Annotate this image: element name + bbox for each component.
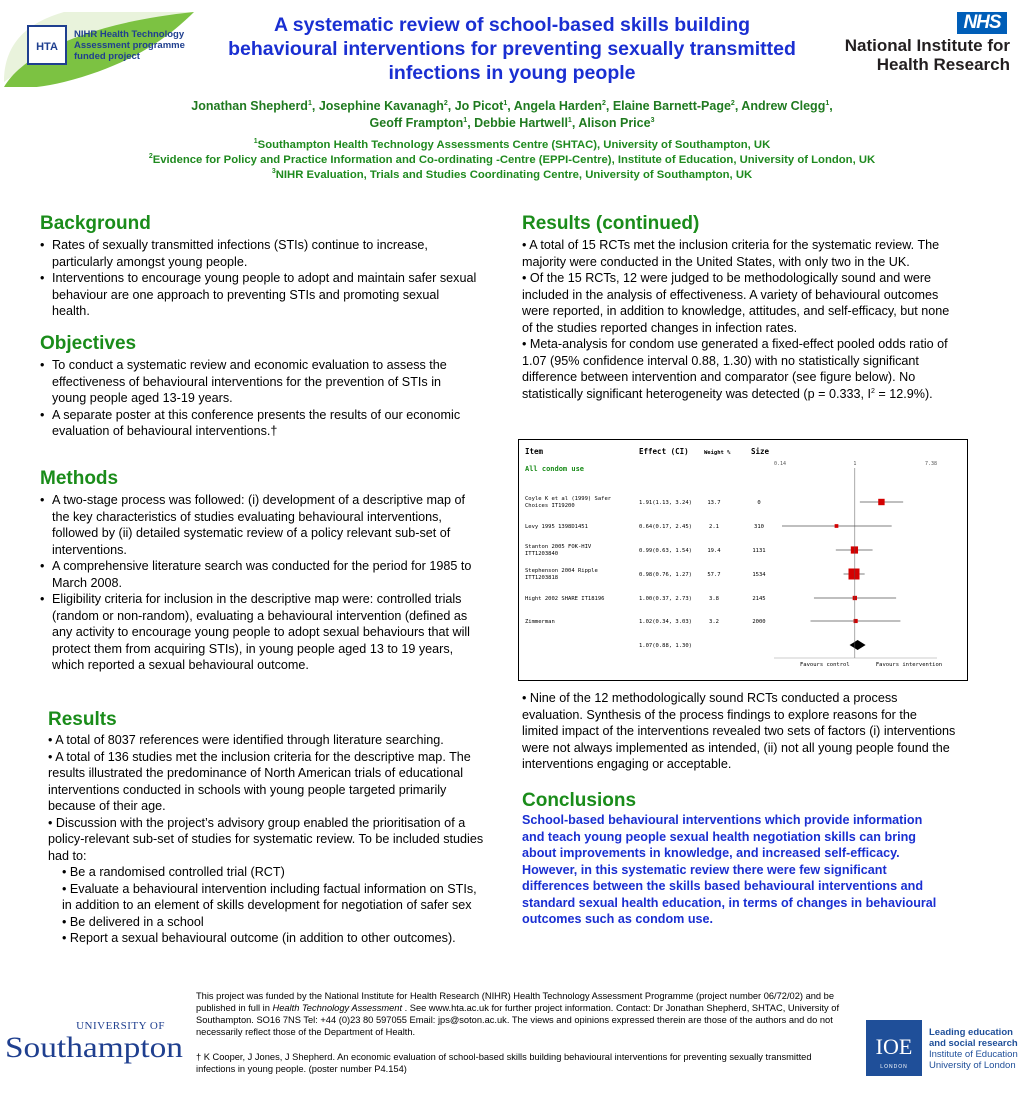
poster-title <box>200 13 824 85</box>
fp-study-effect: 1.00(0.37, 2.73) <box>639 596 692 602</box>
fp-study-effect: 0.64(0.17, 2.45) <box>639 524 692 530</box>
results-paragraph: • Discussion with the project’s advisory group enabled the prioritisation of a policy-relevant sub-set of studies for systematic review. To be included studies had to: <box>48 815 484 863</box>
meta-analysis-text-end: = 12.9%). <box>874 386 933 401</box>
author-name: Josephine Kavanagh <box>318 99 444 113</box>
author-name: Geoff Frampton <box>369 116 464 130</box>
fp-study-label: ITT1203818 <box>525 575 559 581</box>
author-affiliation-sup: 1 <box>307 99 312 107</box>
methods-body <box>40 492 480 674</box>
bullet-text: Eligibility criteria for inclusion in the descriptive map were: controlled trials (random or non-random), evaluating a behavioural intervention (defined as any activity to encourage young people to adopt sexual behaviours that will protect them from acquiring STIs), in young people aged 13 to 19 years, which reported a sexual behavioural outcome. <box>52 592 470 672</box>
author-affiliation-sup: 1 <box>825 99 830 107</box>
nhs-logo: NHS <box>957 12 1007 34</box>
author-affiliation-sup: 1 <box>567 116 572 124</box>
i-squared-sup: 2 <box>870 387 875 395</box>
fp-header-effect: Effect (CI) <box>639 447 689 456</box>
fp-study-weight: 3.2 <box>709 619 719 625</box>
funding-text: This project was funded by the National Institute for Health Research (NIHR) Health Technology Assessment Programme (project number 06/72/02) and be published in full in <box>196 991 835 1013</box>
bullet-item: • A separate poster at this conference presents the results of our economic evaluation of behavioural interventions.† <box>40 407 461 438</box>
results-paragraph <box>522 336 956 402</box>
criteria-item: • Report a sexual behavioural outcome (in addition to other outcomes). <box>62 931 456 945</box>
author-affiliation-sup: 1 <box>463 116 468 124</box>
southampton-logo <box>5 1015 185 1065</box>
fp-pooled-effect: 1.07(0.88, 1.30) <box>639 643 692 649</box>
author-name: Angela Harden <box>513 99 602 113</box>
title-line: behavioural interventions for preventing sexually transmitted <box>228 38 796 60</box>
author-affiliation-sup: 2 <box>730 99 735 107</box>
ioe-sub: LONDON <box>880 1064 908 1070</box>
fp-header-item: Item <box>525 447 544 456</box>
methods-heading: Methods <box>40 468 119 489</box>
bullet-item: • To conduct a systematic review and economic evaluation to assess the effectiveness of behavioural interventions for the prevention of STIs in young people aged 13-19 years. <box>40 358 447 405</box>
fp-study-label: Stanton 2005 FOK-HIV <box>525 544 592 550</box>
author-list <box>130 98 894 132</box>
affiliation-sup: 3 <box>271 168 276 176</box>
ioe-logo <box>866 1020 922 1076</box>
ioe-line: Leading education <box>929 1027 1013 1038</box>
hta-badge-line: Assessment programme <box>74 40 185 51</box>
fp-tick-label: 0.14 <box>774 461 787 467</box>
bullet-text: A two-stage process was followed: (i) development of a descriptive map of the key characteristics of studies evaluating behavioural interventions, followed by (ii) detailed systematic review of a policy relevant sub-set of interventions. <box>52 493 465 557</box>
hta-badge-line: funded project <box>74 51 140 62</box>
nihr-name-line: National Institute for <box>844 36 1010 55</box>
fp-study-weight: 3.8 <box>709 596 719 602</box>
ioe-line: and social research <box>929 1038 1018 1049</box>
funding-text-end: . See www.hta.ac.uk for further project information. Contact: Dr Jonathan Shepherd, SHTAC, University of Southampton. SO16 7NS Tel: +44 (0)23 80 597055 Email: jps@soton.ac.uk. The views and opinions expressed therein are those of the authors and do not necessarily reflect those of the Department of Health. <box>196 1003 840 1037</box>
hta-acronym: HTA <box>36 41 58 53</box>
bullet-item: • Interventions to encourage young people to adopt and maintain safer sexual behaviour are one approach to preventing STIs and promoting sexual health. <box>40 271 477 318</box>
results-heading: Results <box>48 709 117 730</box>
affiliation-sup: 1 <box>253 138 258 146</box>
bullet-item: • A comprehensive literature search was conducted for the period for 1985 to March 2008. <box>40 559 472 590</box>
background-body <box>40 237 478 320</box>
fp-study-label: Zimmerman <box>525 619 555 625</box>
funding-statement <box>196 990 846 1038</box>
affiliation-text: Southampton Health Technology Assessments Centre (SHTAC), University of Southampton, UK <box>257 139 771 151</box>
fp-study-effect: 1.91(1.13, 3.24) <box>639 500 692 506</box>
fp-study-weight: 2.1 <box>709 524 719 530</box>
fp-favours-control: Favours control <box>799 662 850 668</box>
author-affiliation-sup: 2 <box>601 99 606 107</box>
southampton-logo-svg <box>5 1015 185 1065</box>
bullet-text: Interventions to encourage young people to adopt and maintain safer sexual behaviour are one approach to preventing STIs and promoting sexual health. <box>52 271 477 318</box>
title-line: infections in young people <box>388 62 636 84</box>
fp-study-label: Levy 1995 1398D1451 <box>525 524 588 530</box>
ioe-logo-svg <box>866 1020 922 1076</box>
author-affiliation-sup: 2 <box>443 99 448 107</box>
affiliation-line <box>80 168 944 183</box>
author-affiliation-sup: 1 <box>503 99 508 107</box>
bullet-item: • Eligibility criteria for inclusion in the descriptive map were: controlled trials (random or non-random), evaluating a behavioural intervention (defined as any activity to encourage young people to adopt sexual behaviours that will protect them from acquiring STIs), in young people aged 13 to 19 years, which reported a sexual behavioural outcome. <box>40 592 470 672</box>
bullet-text: To conduct a systematic review and economic evaluation to assess the effectiveness of behavioural interventions for the prevention of STIs in young people aged 13-19 years. <box>52 358 447 405</box>
bullet-item: • A two-stage process was followed: (i) development of a descriptive map of the key characteristics of studies evaluating behavioural interventions, followed by (ii) detailed systematic review of a policy relevant sub-set of interventions. <box>40 493 465 557</box>
fp-study-label: Choices IT19200 <box>525 503 575 509</box>
results-paragraph: • A total of 15 RCTs met the inclusion criteria for the systematic review. The majority were conducted in the United States, with only two in the UK. <box>522 238 940 269</box>
ioe-line: University of London <box>929 1060 1016 1071</box>
fp-study-effect: 0.99(0.63, 1.54) <box>639 548 692 554</box>
fp-study-effect: 0.98(0.76, 1.27) <box>639 572 692 578</box>
author-line: Jonathan Shepherd$^1$, Josephine Kavanagh$^2$, Jo Picot$^1$, Angela Harden$^2$, Elaine Barnett-Page$^2$, Andrew Clegg$^1$, <box>191 99 833 113</box>
ioe-mark: IOE <box>875 1034 913 1059</box>
criteria-item: • Be a randomised controlled trial (RCT) <box>62 865 285 879</box>
fp-point-estimate <box>848 569 859 580</box>
bullet-text: Rates of sexually transmitted infections (STIs) continue to increase, particularly amongst young people. <box>52 238 428 269</box>
fp-header-weight: Weight % <box>704 450 731 456</box>
conclusions-heading: Conclusions <box>522 790 637 811</box>
results-paragraph: • Of the 15 RCTs, 12 were judged to be methodologically sound and were included in the analysis of effectiveness. A variety of behavioural outcomes were reported, in addition to knowledge, attitudes, and self-efficacy, but none of the studies reported changes in infection rates. <box>522 271 950 335</box>
author-name: Alison Price <box>578 116 651 130</box>
fp-tick-label: 1 <box>853 461 857 467</box>
ioe-line: Institute of Education <box>929 1049 1018 1060</box>
results-paragraph: • A total of 8037 references were identified through literature searching. <box>48 733 444 747</box>
author-name: Andrew Clegg <box>741 99 826 113</box>
nihr-name <box>830 36 1010 74</box>
fp-tick-label: 7.38 <box>924 461 937 467</box>
bullet-text: A comprehensive literature search was conducted for the period for 1985 to March 2008. <box>52 559 472 590</box>
fp-pooled-diamond <box>850 640 866 650</box>
fp-study-label: Hight 2002 SHARE IT18196 <box>525 596 605 602</box>
fp-study-effect: 1.02(0.34, 3.03) <box>639 619 692 625</box>
meta-analysis-text: • Meta-analysis for condom use generated a fixed-effect pooled odds ratio of 1.07 (95% confidence interval 0.88, 1.30) with no statistically significant difference between intervention and comparator (see figure below). No statistically significant heterogeneity was detected (p = 0.333, I <box>522 337 948 401</box>
fp-study-label: Coyle K et al (1999) Safer <box>525 496 612 502</box>
author-affiliation-sup: 3 <box>650 116 655 124</box>
author-line: Geoff Frampton$^1$, Debbie Hartwell$^1$, Alison Price$^3$ <box>369 116 655 130</box>
journal-name: Health Technology Assessment <box>272 1003 403 1013</box>
affiliation-text: NIHR Evaluation, Trials and Studies Coordinating Centre, University of Southampton, UK <box>275 169 753 181</box>
affiliations <box>80 138 944 183</box>
results-continued-heading: Results (continued) <box>522 213 700 234</box>
forest-plot <box>518 439 968 681</box>
fp-study-weight: 13.7 <box>707 500 721 506</box>
hta-badge-line: NIHR Health Technology <box>74 29 185 40</box>
objectives-heading: Objectives <box>40 333 137 354</box>
fp-point-estimate <box>851 546 858 553</box>
forest-plot-svg <box>519 440 967 680</box>
conclusions-body: School-based behavioural interventions which provide information and teach young people sexual health negotiation skills can bring about improvements in knowledge, and increased self-efficacy. However, in this systematic review there were few significant differences between the skills based behavioural interventions and standard sexual health education, in terms of changes in behavioural outcomes such as condom use. <box>522 813 937 926</box>
affiliation-sup: 2 <box>148 153 153 161</box>
results-body <box>48 732 484 947</box>
fp-study-weight: 19.4 <box>707 548 721 554</box>
bullet-text: A separate poster at this conference presents the results of our economic evaluation of behavioural interventions.† <box>52 407 461 438</box>
soton-big-text: Southampton <box>5 1031 183 1064</box>
fp-study-size: 2145 <box>752 596 766 602</box>
fp-favours-intervention: Favours intervention <box>875 662 943 668</box>
fp-study-size: 1534 <box>752 572 766 578</box>
objectives-body <box>40 357 474 440</box>
fp-header-size: Size <box>751 447 770 456</box>
affiliation-text: Evidence for Policy and Practice Information and Co-ordinating -Centre (EPPI-Centre), Institute of Education, University of London, UK <box>152 154 876 166</box>
author-name: Elaine Barnett-Page <box>612 99 731 113</box>
author-name: Jonathan Shepherd <box>191 99 308 113</box>
fp-point-estimate <box>854 619 858 623</box>
ioe-text <box>929 1027 1018 1071</box>
criteria-item: • Be delivered in a school <box>62 914 204 929</box>
fp-group-label: All condom use <box>525 465 585 473</box>
process-evaluation-paragraph: • Nine of the 12 methodologically sound RCTs conducted a process evaluation. Synthesis of the process findings to explore reasons for the limited impact of the interventions revealed two sets of factors (i) interventions were not always implemented as intended, (ii) not all young people found the interventions engaging or acceptable. <box>522 691 956 771</box>
fp-study-label: ITT1203840 <box>525 551 559 557</box>
dagger-note: † K Cooper, J Jones, J Shepherd. An economic evaluation of school-based skills building behavioural interventions for preventing sexually transmitted infections in young people. (poster number P4.154) <box>196 1052 812 1074</box>
fp-study-size: 0 <box>757 500 761 506</box>
fp-study-size: 2000 <box>752 619 766 625</box>
fp-point-estimate <box>878 499 884 505</box>
affiliation-line <box>80 153 944 168</box>
title-line: A systematic review of school-based skills building <box>273 14 751 36</box>
criteria-item: • Evaluate a behavioural intervention including factual information on STIs, in addition to an element of skills development for negotiation of safer sex <box>62 881 477 912</box>
affiliation-line <box>80 138 944 153</box>
author-name: Jo Picot <box>454 99 504 113</box>
nihr-name-line: Health Research <box>876 55 1010 74</box>
soton-small-text: UNIVERSITY OF <box>76 1020 165 1032</box>
fp-point-estimate <box>835 524 839 528</box>
fp-study-label: Stephenson 2004 Ripple <box>525 568 598 574</box>
results-continued-body <box>522 237 956 402</box>
hta-badge-text <box>74 29 185 62</box>
results-paragraph: • A total of 136 studies met the inclusion criteria for the descriptive map. The results illustrated the predominance of North American trials of educational interventions conducted in schools with young people targeted primarily because of their age. <box>48 749 471 813</box>
bullet-item: • Rates of sexually transmitted infections (STIs) continue to increase, particularly amongst young people. <box>40 238 428 269</box>
author-name: Debbie Hartwell <box>474 116 568 130</box>
background-heading: Background <box>40 213 151 234</box>
fp-study-size: 1131 <box>752 548 766 554</box>
fp-study-size: 310 <box>754 524 764 530</box>
fp-study-weight: 57.7 <box>707 572 721 578</box>
